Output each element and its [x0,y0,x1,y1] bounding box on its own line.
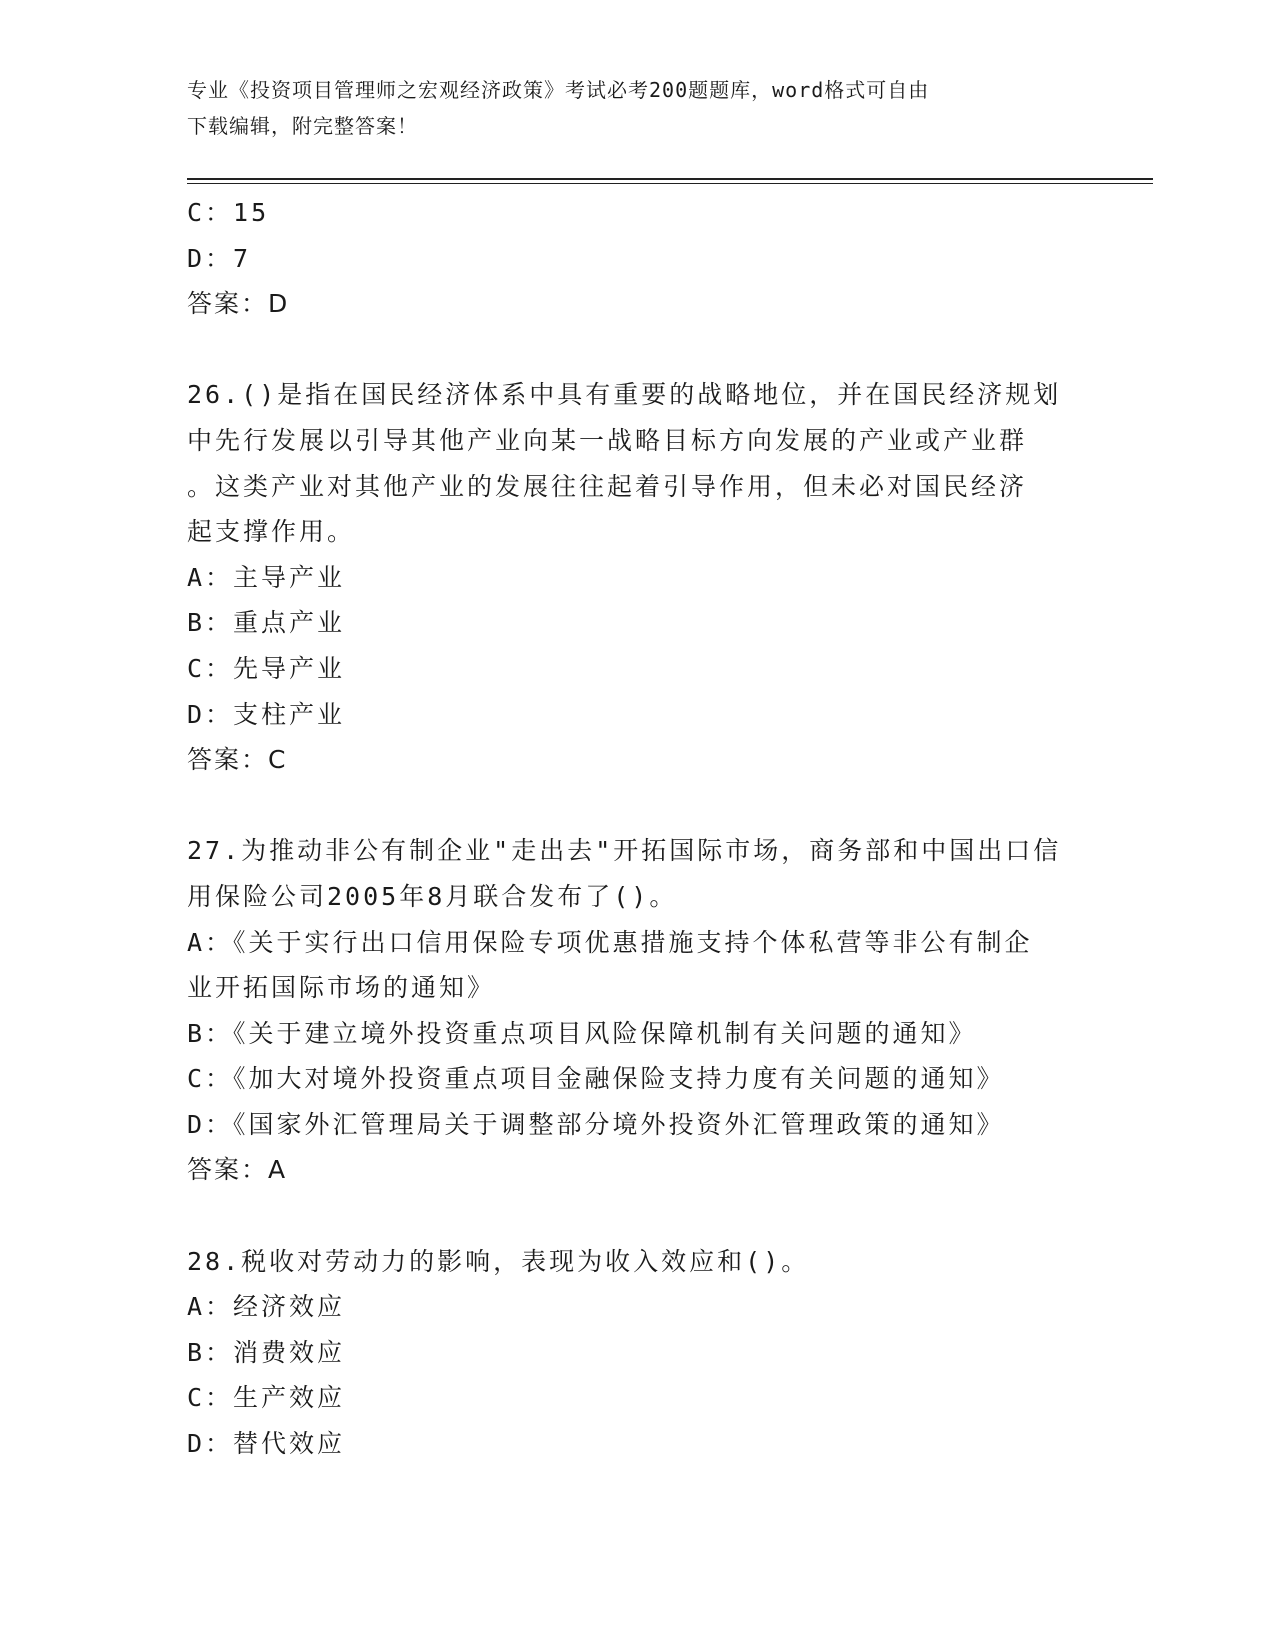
header-line: 下载编辑，附完整答案！ [187,114,418,138]
question-text: 。这类产业对其他产业的发展往往起着引导作用，但未必对国民经济 [187,471,1028,501]
option-b: B：消费效应 [187,1337,346,1367]
spacer [187,1193,1087,1239]
question-text: 起支撑作用。 [187,517,356,547]
question-text: 27.为推动非公有制企业"走出去"开拓国际市场，商务部和中国出口信 [187,836,1062,866]
question-text: 28.税收对劳动力的影响，表现为收入效应和()。 [187,1246,810,1276]
option-a: A：经济效应 [187,1292,346,1322]
option-d: D：支柱产业 [187,699,346,729]
option-d: D：《国家外汇管理局关于调整部分境外投资外汇管理政策的通知》 [187,1109,1005,1139]
document-header [187,72,1067,144]
spacer [187,327,1087,373]
option-a-continued: 业开拓国际市场的通知》 [187,973,496,1003]
option-d: D：7 [187,243,252,273]
question-text: 中先行发展以引导其他产业向某一战略目标方向发展的产业或产业群 [187,425,1028,455]
answer: 答案：C [187,745,288,775]
option-d: D：替代效应 [187,1429,346,1459]
option-b: B：重点产业 [187,608,346,638]
question-text: 26.()是指在国民经济体系中具有重要的战略地位，并在国民经济规划 [187,380,1062,410]
header-divider-thin [187,183,1153,184]
option-c: C：《加大对境外投资重点项目金融保险支持力度有关问题的通知》 [187,1064,1005,1094]
option-c: C：15 [187,198,270,227]
option-b: B：《关于建立境外投资重点项目风险保障机制有关问题的通知》 [187,1018,977,1048]
question-text: 用保险公司2005年8月联合发布了()。 [187,881,678,911]
option-c: C：先导产业 [187,653,346,683]
answer: 答案：D [187,289,290,319]
option-a: A：《关于实行出口信用保险专项优惠措施支持个体私营等非公有制企 [187,927,1033,957]
header-line: 专业《投资项目管理师之宏观经济政策》考试必考200题题库，word格式可自由 [187,78,930,102]
option-c: C：生产效应 [187,1383,346,1413]
spacer [187,783,1087,829]
answer: 答案：A [187,1155,288,1185]
option-a: A：主导产业 [187,562,346,592]
header-divider-thick [187,178,1153,180]
question-content [187,190,1087,1467]
